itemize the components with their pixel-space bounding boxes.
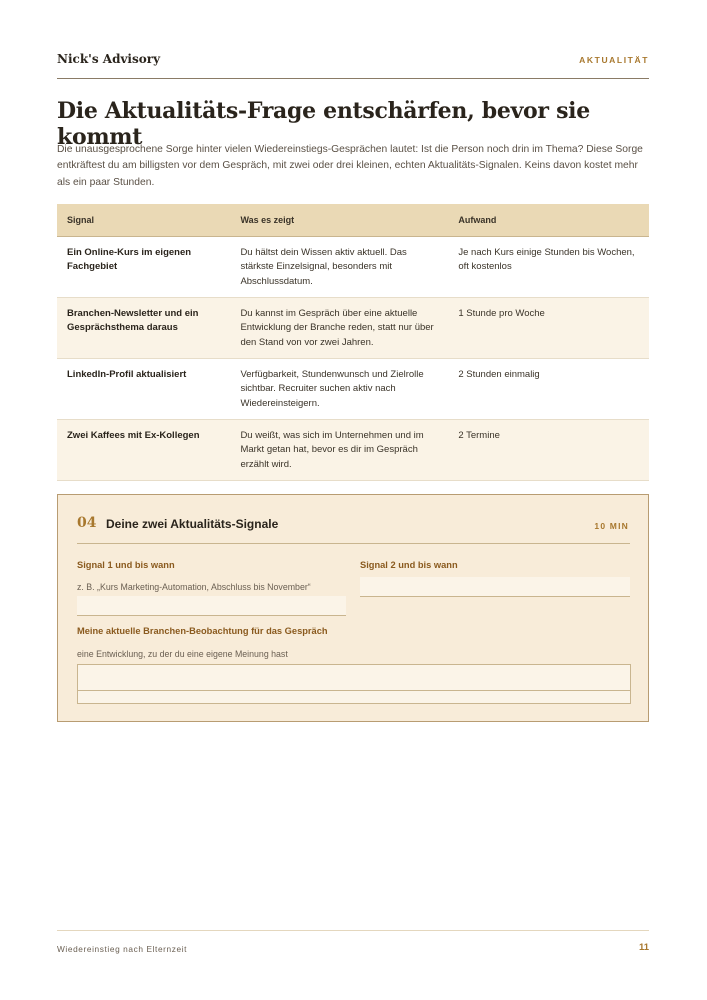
exercise-box xyxy=(57,494,649,722)
table-cell-signal: Ein Online-Kurs im eigenen Fachgebiet xyxy=(57,237,230,298)
signal-1-label: Signal 1 und bis wann xyxy=(77,560,175,570)
section-tag: AKTUALITÄT xyxy=(579,55,649,65)
table-cell-signal: Branchen-Newsletter und ein Gesprächsthema daraus xyxy=(57,298,230,359)
signal-1-input[interactable] xyxy=(77,596,346,616)
page-title: Die Aktualitäts-Frage entschärfen, bevor sie kommt xyxy=(57,98,590,150)
table-cell-effort: 1 Stunde pro Woche xyxy=(448,298,649,359)
observation-hint: eine Entwicklung, zu der du eine eigene Meinung hast xyxy=(77,649,288,659)
table-cell-effect: Du hältst dein Wissen aktiv aktuell. Das stärkste Einzelsignal, besonders mit Abschlussdatum. xyxy=(230,237,448,298)
observation-label: Meine aktuelle Branchen-Beobachtung für das Gespräch xyxy=(77,626,328,636)
intro-paragraph: Die unausgesprochene Sorge hinter vielen Wiedereinstiegs-Gesprächen lautet: Ist die Person noch drin im Thema? Diese Sorge entkräftest du am billigsten vor dem Gespräch, mit zwei oder drei kleinen, echten Aktualitäts-Signalen. Keins davon kostet mehr als ein paar Stunden. xyxy=(57,144,643,188)
exercise-number: 04 xyxy=(77,515,97,531)
page-header xyxy=(57,52,649,79)
table-cell-signal: LinkedIn-Profil aktualisiert xyxy=(57,359,230,420)
table-row xyxy=(57,237,649,298)
column-header-signal: Signal xyxy=(57,204,230,237)
exercise-divider xyxy=(77,543,630,544)
column-header-effect: Was es zeigt xyxy=(230,204,448,237)
observation-input-line xyxy=(78,690,630,691)
table-header-row xyxy=(57,204,649,237)
signal-2-label: Signal 2 und bis wann xyxy=(360,560,458,570)
exercise-duration: 10 MIN xyxy=(594,521,629,531)
observation-input[interactable] xyxy=(77,664,631,704)
table-row xyxy=(57,420,649,481)
table-row xyxy=(57,359,649,420)
footer-text: Wiedereinstieg nach Elternzeit xyxy=(57,944,188,954)
page-footer xyxy=(57,930,649,954)
exercise-title: Deine zwei Aktualitäts-Signale xyxy=(106,517,279,531)
table-cell-effort: Je nach Kurs einige Stunden bis Wochen, oft kostenlos xyxy=(448,237,649,298)
signal-1-hint: z. B. „Kurs Marketing-Automation, Abschluss bis November“ xyxy=(77,582,311,592)
table-cell-effort: 2 Termine xyxy=(448,420,649,481)
brand-name: Nick's Advisory xyxy=(57,52,161,66)
table-cell-effort: 2 Stunden einmalig xyxy=(448,359,649,420)
column-header-effort: Aufwand xyxy=(448,204,649,237)
page-number: 11 xyxy=(638,942,649,953)
table-cell-effect: Du kannst im Gespräch über eine aktuelle Entwicklung der Branche reden, statt nur über den Stand von vor zwei Jahren. xyxy=(230,298,448,359)
table-cell-effect: Du weißt, was sich im Unternehmen und im Markt getan hat, bevor es dir im Gespräch erzählt wird. xyxy=(230,420,448,481)
table-row xyxy=(57,298,649,359)
signal-2-input[interactable] xyxy=(360,577,630,597)
table-cell-effect: Verfügbarkeit, Stundenwunsch und Zielrolle sichtbar. Recruiter suchen aktiv nach Wiedereinsteigern. xyxy=(230,359,448,420)
signals-table xyxy=(57,204,649,481)
table-cell-signal: Zwei Kaffees mit Ex-Kollegen xyxy=(57,420,230,481)
